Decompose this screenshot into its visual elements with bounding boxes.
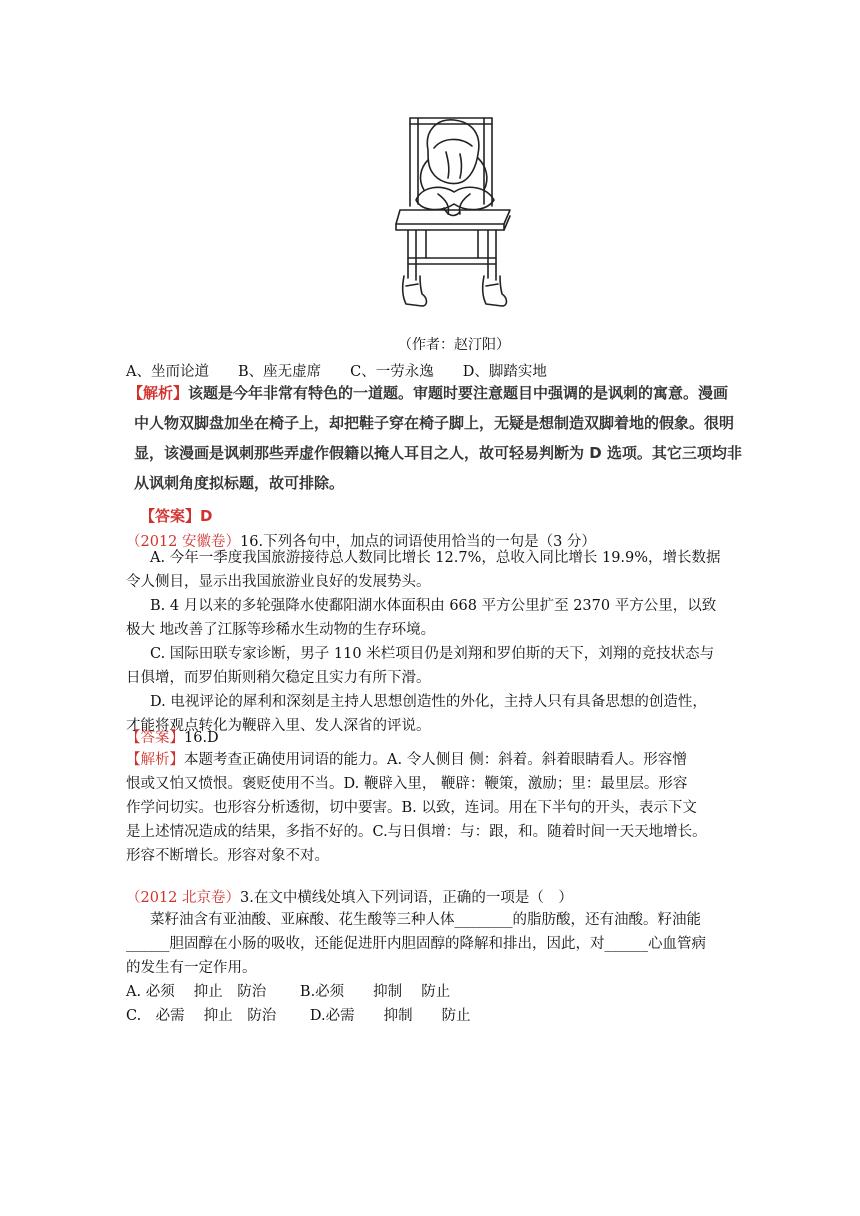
q16-options bbox=[126, 546, 721, 738]
analysis-line: 是上述情况造成的结果，多指不好的。C.与日俱增：与：跟，和。随着时间一天天地增长。 bbox=[126, 824, 707, 840]
q3-source: （2012 北京卷） bbox=[126, 890, 241, 906]
q16-option-line: D. 电视评论的犀利和深刻是主持人思想创造性的外化，主持人只有具备思想的创造性， bbox=[150, 694, 707, 710]
analysis-line: 从讽刺角度拟标题，故可排除。 bbox=[134, 474, 345, 492]
q16-option-line: 才能将观点转化为鞭辟入里、发人深省的评说。 bbox=[126, 718, 431, 734]
q16-answer bbox=[126, 726, 219, 747]
q16-option-line: A. 今年一季度我国旅游接待总人数同比增长 12.7%，总收入同比增长 19.9%，增长数据 bbox=[150, 550, 721, 566]
q16-analysis bbox=[126, 748, 707, 868]
q3-passage-line: 菜籽油含有亚油酸、亚麻酸、花生酸等三种人体________的脂肪酸，还有油酸。籽油能 bbox=[150, 912, 701, 928]
analysis-line: 恨或又怕又愤恨。褒贬使用不当。D. 鞭辟入里， 鞭辟：鞭策，激励；里：最里层。形容 bbox=[126, 776, 688, 792]
analysis-line: 中人物双脚盘加坐在椅子上，却把鞋子穿在椅子脚上，无疑是想制造双脚着地的假象。很明 bbox=[134, 414, 735, 432]
q16-option-line: 令人侧目，显示出我国旅游业良好的发展势头。 bbox=[126, 574, 431, 590]
analysis-line: 作学问切实。也形容分析透彻，切中要害。B. 以致，连词。用在下半句的开头，表示下文 bbox=[126, 800, 697, 816]
q16-option-line: 极大 地改善了江豚等珍稀水生动物的生存环境。 bbox=[126, 622, 436, 638]
q16-source: （2012 安徽卷） bbox=[126, 534, 241, 550]
answer-value: 16.D bbox=[184, 730, 219, 746]
answer-tag: 【答案】 bbox=[140, 507, 201, 525]
q15-analysis bbox=[128, 378, 742, 498]
analysis-tag: 【解析】 bbox=[128, 384, 189, 402]
q16-option-line: B. 4 月以来的多轮强降水使鄱阳湖水体面积由 668 平方公里扩至 2370 平方公里，以致 bbox=[150, 598, 717, 614]
q3-option-line: A. 必须 抑止 防治 B.必须 抑制 防止 bbox=[126, 984, 451, 1000]
q16-stem: 16.下列各句中，加点的词语使用恰当的一句是（3 分） bbox=[240, 534, 596, 550]
analysis-tag: 【解析】 bbox=[126, 752, 184, 768]
cartoon-caption: （作者：赵汀阳） bbox=[398, 337, 510, 353]
q16-option-line: 日俱增，而罗伯斯则稍欠稳定且实力有所下滑。 bbox=[126, 670, 431, 686]
q15-options: A、坐而论道 B、座无虚席 C、一劳永逸 D、脚踏实地 bbox=[126, 364, 547, 380]
q15-answer bbox=[140, 505, 212, 526]
analysis-line: 形容不断增长。形容对象不对。 bbox=[126, 848, 329, 864]
analysis-line: 显，该漫画是讽刺那些弄虚作假籍以掩人耳目之人，故可轻易判断为 D 选项。其它三项均非 bbox=[134, 444, 742, 462]
q3-option-line: C. 必需 抑止 防治 D.必需 抑制 防止 bbox=[126, 1008, 471, 1024]
q3-stem: 3.在文中横线处填入下列词语，正确的一项是（ ） bbox=[240, 890, 573, 906]
q16-option-line: C. 国际田联专家诊断，男子 110 米栏项目仍是刘翔和罗伯斯的天下，刘翔的竞技状态与 bbox=[150, 646, 715, 662]
q3-header bbox=[126, 886, 573, 907]
q3-passage-line: ______胆固醇在小肠的吸收，还能促进肝内胆固醇的降解和排出，因此，对______心血管病 bbox=[126, 936, 706, 952]
answer-tag: 【答案】 bbox=[126, 730, 184, 746]
analysis-line: 本题考查正确使用词语的能力。A. 令人侧目 侧：斜着。斜着眼睛看人。形容憎 bbox=[184, 752, 687, 768]
cartoon-illustration bbox=[388, 108, 522, 318]
q3-passage-line: 的发生有一定作用。 bbox=[126, 960, 257, 976]
answer-value: D bbox=[200, 507, 213, 525]
q3-passage bbox=[126, 908, 706, 1028]
analysis-line: 该题是今年非常有特色的一道题。审题时要注意题目中强调的是讽刺的寓意。漫画 bbox=[188, 384, 729, 402]
